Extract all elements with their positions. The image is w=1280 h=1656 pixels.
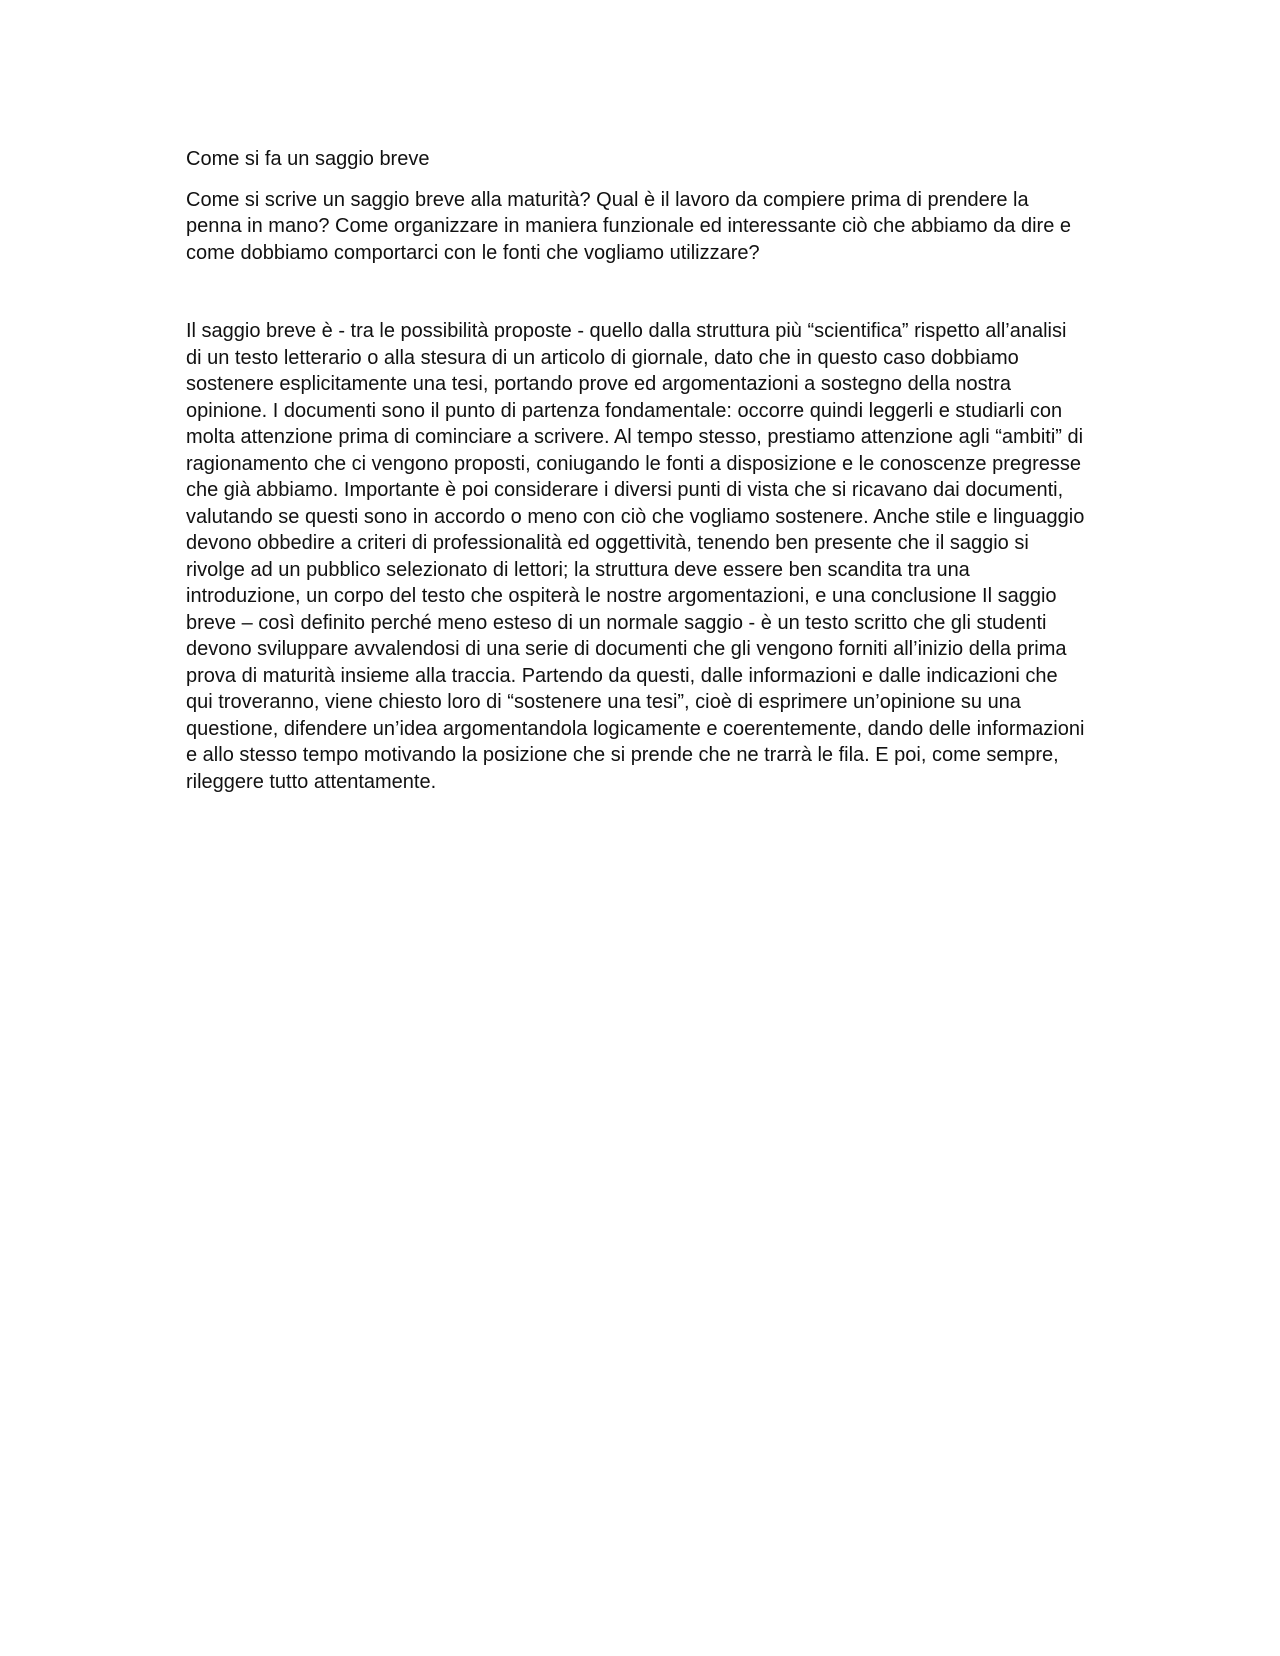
blank-line [186, 266, 1086, 292]
document-title: Come si fa un saggio breve [186, 148, 430, 170]
body-paragraph: Il saggio breve è - tra le possibilità proposte - quello dalla struttura più “scientifica” rispetto all’analisi di un testo letterario o alla stesura di un articolo di giornale, dato che in questo caso dobbiamo sostenere esplicitamente una tesi, portando prove ed argomentazioni a sostegno della nostra opinione. I documenti sono il punto di partenza fondamentale: occorre quindi leggerli e studiarli con molta attenzione prima di cominciare a scrivere. Al tempo stesso, prestiamo attenzione agli “ambiti” di ragionamento che ci vengono proposti, coniugando le fonti a disposizione e le conoscenze pregresse che già abbiamo. Importante è poi considerare i diversi punti di vista che si ricavano dai documenti, valutando se questi sono in accordo o meno con ciò che vogliamo sostenere. Anche stile e linguaggio devono obbedire a criteri di professionalità ed oggettività, tenendo ben presente che il saggio si rivolge ad un pubblico selezionato di lettori; la struttura deve essere ben scandita tra una introduzione, un corpo del testo che ospiterà le nostre argomentazioni, e una conclusione Il saggio breve – così definito perché meno esteso di un normale saggio - è un testo scritto che gli studenti devono sviluppare avvalendosi di una serie di documenti che gli vengono forniti all’inizio della prima prova di maturità insieme alla traccia. Partendo da questi, dalle informazioni e dalle indicazioni che qui troveranno, viene chiesto loro di “sostenere una tesi”, cioè di esprimere un’opinione su una questione, difendere un’idea argomentandola logicamente e coerentemente, dando delle informazioni e allo stesso tempo motivando la posizione che si prende che ne trarrà le fila. E poi, come sempre, rileggere tutto attentamente. [186, 320, 1085, 793]
document-content [186, 146, 1086, 795]
blank-line [186, 292, 1086, 318]
intro-paragraph: Come si scrive un saggio breve alla maturità? Qual è il lavoro da compiere prima di prendere la penna in mano? Come organizzare in maniera funzionale ed interessante ciò che abbiamo da dire e come dobbiamo comportarci con le fonti che vogliamo utilizzare? [186, 188, 1071, 264]
